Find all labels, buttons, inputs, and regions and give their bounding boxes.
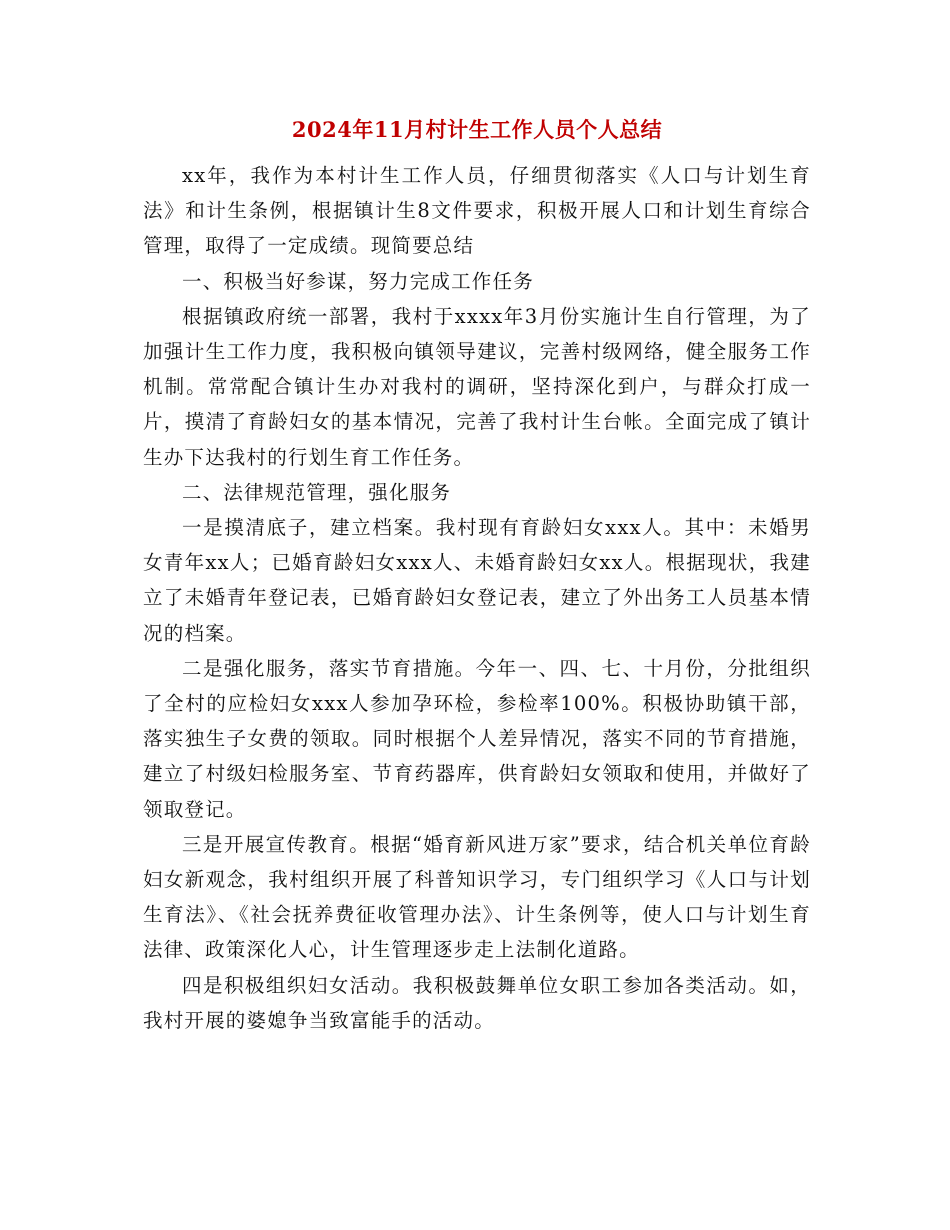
paragraph-section-1: 根据镇政府统一部署，我村于xxxx年3月份实施计生自行管理，为了加强计生工作力度，我积极向镇领导建议，完善村级网络，健全服务工作机制。常常配合镇计生办对我村的调研，坚持深化到户，与群众打成一片，摸清了育龄妇女的基本情况，完善了我村计生台帐。全面完成了镇计生办下达我村的行划生育工作任务。 — [143, 304, 811, 469]
section-heading-2: 二、法律规范管理，强化服务 — [182, 480, 452, 504]
paragraph-item-1: 一是摸清底子，建立档案。我村现有育龄妇女xxx人。其中：未婚男女青年xx人；已婚育龄妇女xxx人、未婚育龄妇女xx人。根据现状，我建立了未婚青年登记表，已婚育龄妇女登记表，建立了外出务工人员基本情况的档案。 — [143, 516, 811, 645]
paragraph-intro: xx年，我作为本村计生工作人员，仔细贯彻落实《人口与计划生育法》和计生条例，根据镇计生8文件要求，积极开展人口和计划生育综合管理，取得了一定成绩。现简要总结 — [143, 164, 811, 258]
document-body — [143, 158, 811, 1038]
document-title: 2024年11月村计生工作人员个人总结 — [291, 117, 663, 142]
paragraph-item-2: 二是强化服务，落实节育措施。今年一、四、七、十月份，分批组织了全村的应检妇女xxx人参加孕环检，参检率100%。积极协助镇干部，落实独生子女费的领取。同时根据个人差异情况，落实不同的节育措施，建立了村级妇检服务室、节育药器库，供育龄妇女领取和使用，并做好了领取登记。 — [143, 656, 811, 821]
section-heading-1: 一、积极当好参谋，努力完成工作任务 — [182, 269, 534, 293]
paragraph-item-4: 四是积极组织妇女活动。我积极鼓舞单位女职工参加各类活动。如，我村开展的婆媳争当致富能手的活动。 — [143, 973, 811, 1032]
paragraph-item-3: 三是开展宣传教育。根据“婚育新风进万家”要求，结合机关单位育龄妇女新观念，我村组织开展了科普知识学习，专门组织学习《人口与计划生育法》、《社会抚养费征收管理办法》、计生条例等，使人口与计划生育法律、政策深化人心，计生管理逐步走上法制化道路。 — [143, 832, 811, 962]
